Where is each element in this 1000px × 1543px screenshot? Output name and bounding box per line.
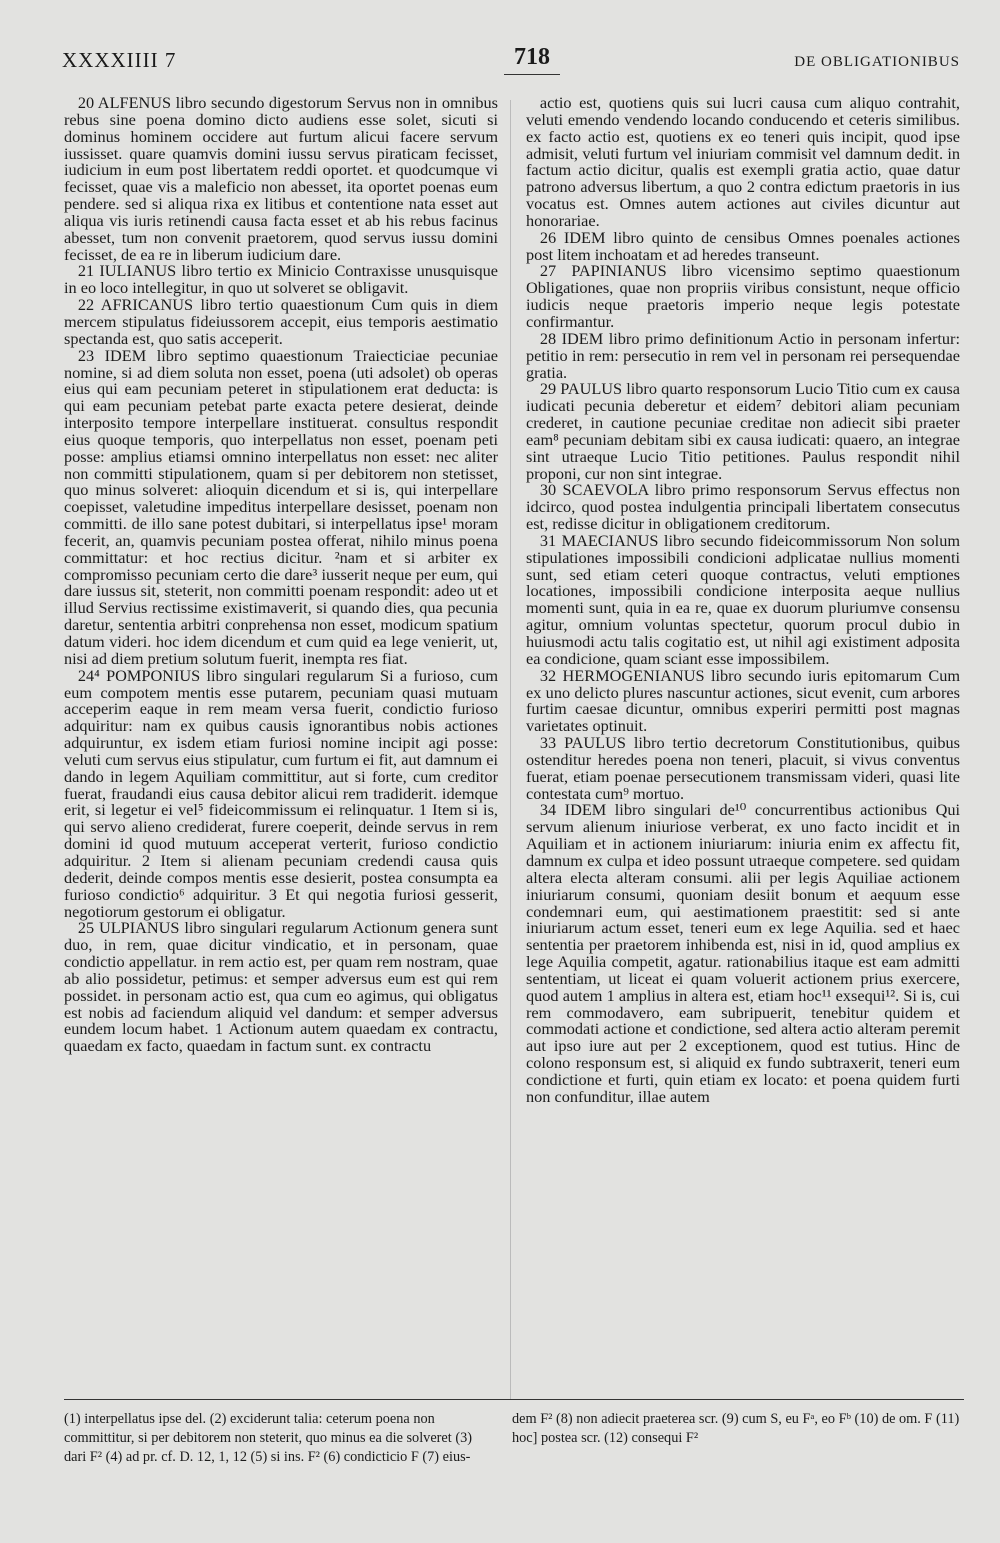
paragraph: 24⁴ POMPONIUS libro singulari regularum Si a furioso, cum eum compotem mentis esse putarem, pecuniam quasi mutuam acceperim eaque in rem meam versa fuerit, condictio furioso adquiritur: nam ex quibus causis ignorantibus nobis actiones adquiruntur, ex isdem etiam furiosi nomine incipit agi posse: veluti cum servus eius stipulatur, cum furtum ei fit, aut damnum ei dando in legem Aquiliam committitur, aut si forte, cum creditor fuerat, fraudandi eius causa debitor alicui rem tradiderit. idemque erit, si legetur ei vel⁵ fideicommissum ei relinquatur. 1 Item si is, qui servo alieno crediderat, furere coeperit, deinde servus in rem domini id quod mutuum acceperat verterit, furioso condictio adquiritur. 2 Item si alienam pecuniam credendi causa quis dederit, deinde compos mentis esse desierit, postea consumpta ea furioso condictio⁶ adquiritur. 3 Et qui negotia furiosi gesserit, negotiorum gestorum ei obligatur. (64, 665, 498, 921)
paragraph: 31 MAECIANUS libro secundo fideicommissorum Non solum stipulationes impossibili condicioni adplicatae nullius momenti sunt, sed etiam ceteri quoque contractus, veluti emptiones locationes, impossibili condicione interposita aeque nullius momenti sunt, quia in ea re, quae ex duorum pluriumve consensu agitur, omnium voluntas spectetur, quorum procul dubio in huiusmodi actu talis cogitatio est, ut nihil agi existiment adposita ea condicione, quam sciant esse impossibilem. (526, 530, 960, 668)
footnote-text: dem F² (8) non adiecit praeterea scr. (9) cum S, eu Fᵃ, eo Fᵇ (10) de om. F (11) hoc] postea scr. (12) consequi F² (512, 1411, 960, 1446)
page-number: 718 (504, 44, 560, 75)
header-title: DE OBLIGATIONIBUS (794, 54, 960, 70)
right-text-column (526, 95, 960, 1398)
footnote-rule (64, 1399, 964, 1400)
column-divider (510, 100, 511, 1400)
page-header (62, 44, 960, 78)
footnotes-right (512, 1410, 964, 1530)
paragraph: 21 IULIANUS libro tertio ex Minicio Contraxisse unusquisque in eo loco intellegitur, in quo ut solveret se obligavit. (64, 261, 498, 298)
footnotes-left (64, 1410, 489, 1530)
footnote-text: (1) interpellatus ipse del. (2) exciderunt talia: ceterum poena non committitur, si per debitorem non steterit, quo minus ea die solveret (3) dari F² (4) ad pr. cf. D. 12, 1, 12 (5) si ins. F² (6) condicticio F (7) eius- (64, 1411, 472, 1465)
paragraph: actio est, quotiens quis sui lucri causa cum aliquo contrahit, veluti emendo vendendo locando conducendo et ceteris similibus. ex facto actio est, quotiens ex eo teneri quis incipit, quod ipse admisit, veluti furtum vel iniuriam commisit vel damnum dedit. in factum actio dicitur, qualis est exempli gratia actio, quae datur patrono adversus libertum, a quo 2 contra edictum praetoris in ius vocatus est. Omnes autem actiones aut civiles dicuntur aut honorariae. (526, 95, 960, 230)
paragraph: 23 IDEM libro septimo quaestionum Traiecticiae pecuniae nomine, si ad diem soluta non esset, poena (uti adsolet) ob operas eius qui eam pecuniam peteret in stipulationem erat deducta: is qui eam pecuniam petebat parte exacta petere desierat, deinde interposito tempore interpellare instituerat. consultus respondit eius quoque temporis, quo interpellatus non esset, poenam peti posse: amplius etiamsi omnino interpellatus non esset: nec aliter non committi stipulationem, quam si per debitorem non stetisset, quo minus solveret: alioquin dicendum et si is, qui interpellare coepisset, valetudine impeditus interpellare desisset, poenam non committi. de illo sane potest dubitari, si interpellatus ipse¹ moram fecerit, an, quamvis pecuniam postea offerat, nihilo minus poena committatur: et hoc rectius dicitur. ²nam et si arbiter ex compromisso pecuniam certo die dare³ iusserit neque per eum, qui dare iussus sit, steterit, non committi poenam respondit: adeo ut et illud Servius rectissime existimaverit, si quando dies, qua pecunia daretur, sententia arbitri conprehensa non esset, modicum spatium datum videri. hoc idem dicendum et cum quid ea lege venierit, ut, nisi ad diem pretium solutum fuerit, inempta res fiat. (64, 345, 498, 668)
paragraph: 25 ULPIANUS libro singulari regularum Actionum genera sunt duo, in rem, quae dicitur vindicatio, et in personam, quae condictio appellatur. in rem actio est, per quam rem nostram, quae ab alio possidetur, petimus: et semper adversus eum est qui rem possidet. in personam actio est, qua cum eo agimus, qui obligatus est nobis ad faciendum aliquid vel dandum: et semper adversus eundem locum habet. 1 Actionum autem quaedam ex contractu, quaedam ex facto, quaedam in factum sunt. ex contractu (64, 918, 498, 1056)
left-text-column (64, 95, 498, 1398)
paragraph: 32 HERMOGENIANUS libro secundo iuris epitomarum Cum ex uno delicto plures nascuntur actiones, sicut evenit, cum arbores furtim caesae dicuntur, omnibus experiri permitti post magnas varietates optinuit. (526, 665, 960, 736)
paragraph: 26 IDEM libro quinto de censibus Omnes poenales actiones post litem inchoatam et ad heredes transeunt. (526, 227, 960, 264)
paragraph: 20 ALFENUS libro secundo digestorum Servus non in omnibus rebus sine poena domino dicto audiens esse solet, sicuti si dominus hominem occidere aut furtum alicui facere servum iussisset. quare quamvis domini iussu servus piraticam fecisset, iudicium in eum post libertatem reddi oportet. et quodcumque vi fecisset, quae vis a maleficio non abesset, ita oportet poenas eum pendere. sed si aliqua rixa ex litibus et contentione nata esset aut aliqua vis iuris retinendi causa facta esset et ab his rebus facinus abesset, tum non convenit praetorem, quod servus iussu domini fecisset, de ea re in liberum iudicium dare. (64, 95, 498, 264)
paragraph: 22 AFRICANUS libro tertio quaestionum Cum quis in diem mercem stipulatus fideiussorem accepit, eius temporis aestimatio spectanda est, quo satis acceperit. (64, 295, 498, 348)
paragraph: 34 IDEM libro singulari de¹⁰ concurrentibus actionibus Qui servum alienum iniuriose verberat, ex uno facto incidit et in Aquiliam et in actionem iniuriarum: iniuria enim ex affectu fit, damnum ex culpa et ideo possunt utraeque competere. sed quidam altera electa alteram consumi. alii per legis Aquiliae actionem iniuriarum consumi, quoniam desiit bonum et aequum esse condemnari eum, qui aestimationem praestitit: sed si ante iniuriarum actum esset, teneri eum ex lege Aquilia. sed et haec sententia per praetorem inhibenda est, nisi in id, quod amplius ex lege Aquilia competit, agatur. rationabilius itaque est eam admitti sententiam, ut liceat ei quam voluerit actionem prius exercere, quod autem 1 amplius in altera est, etiam hoc¹¹ exsequi¹². Si is, cui rem commodavero, eam subripuerit, tenebitur quidem et commodati actione et condictione, sed altera actio alteram peremit aut ipso iure aut per 2 exceptionem, quod est tutius. Hinc de colono responsum est, si aliquid ex fundo subtraxerit, teneri eum condictione et furti, quin etiam ex locato: et poena quidem furti non confunditur, illae autem (526, 800, 960, 1106)
paragraph: 29 PAULUS libro quarto responsorum Lucio Titio cum ex causa iudicati pecunia deberetur et eidem⁷ debitori aliam pecuniam crederet, in cautione pecuniae creditae non adiecit sibi praeter eam⁸ pecuniam debitam sibi ex causa iudicati: quaero, an integrae sint utraeque Lucio Titio petitiones. Paulus respondit nihil proponi, cur non sint integrae. (526, 379, 960, 483)
header-section-number: XXXXIIII 7 (62, 48, 177, 72)
paragraph: 30 SCAEVOLA libro primo responsorum Servus effectus non idcirco, quod postea indulgentia principali libertatem consecutus est, redisse dicitur in obligationem creditorum. (526, 480, 960, 534)
paragraph: 33 PAULUS libro tertio decretorum Constitutionibus, quibus ostenditur heredes poena non teneri, placuit, si vivus conventus fuerat, etiam poenae persecutionem transmissam videri, quasi lite contestata cum⁹ mortuo. (526, 733, 960, 803)
paragraph: 27 PAPINIANUS libro vicensimo septimo quaestionum Obligationes, quae non propriis viribus consistunt, neque officio iudicis neque praetoris imperio neque legis potestate confirmantur. (526, 261, 960, 331)
paragraph: 28 IDEM libro primo definitionum Actio in personam infertur: petitio in rem: persecutio in rem vel in personam rei persequendae gratia. (526, 328, 960, 382)
